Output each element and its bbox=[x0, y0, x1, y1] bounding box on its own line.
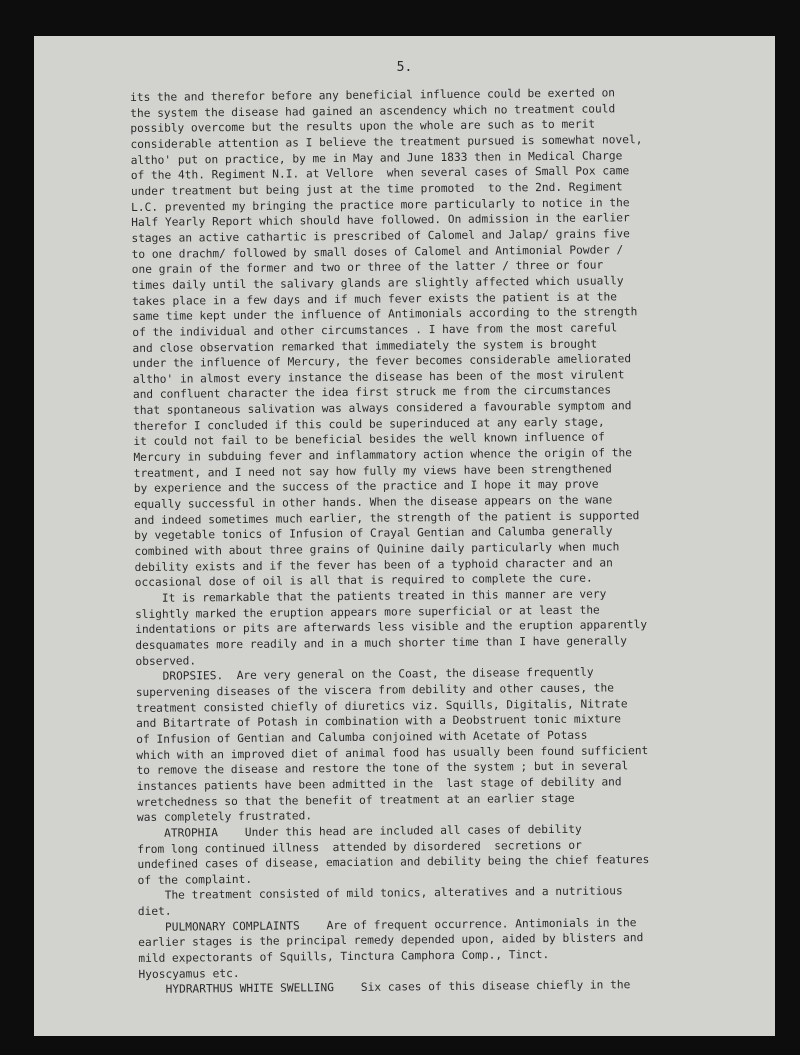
text-line: wretchedness so that the benefit of treatment at an earlier stage bbox=[136, 791, 575, 809]
text-line: of the complaint. bbox=[137, 872, 253, 887]
text-line: supervening diseases of the viscera from debility and other causes, the bbox=[135, 681, 615, 699]
text-line: to remove the disease and restore the tone of the system ; but in several bbox=[136, 759, 629, 778]
text-line: PULMONARY COMPLAINTS Are of frequent occurrence. Antimonials in the bbox=[137, 915, 637, 934]
text-line: possibly overcome but the results upon the whole are such as to merit bbox=[130, 117, 596, 136]
text-line: to one drachm/ followed by small doses of Calomel and Antimonial Powder / bbox=[131, 242, 624, 261]
text-line: equally successful in other hands. When the disease appears on the wane bbox=[133, 493, 613, 512]
text-line: indentations or pits are afterwards less visible and the eruption apparently bbox=[135, 618, 648, 637]
text-line: under the influence of Mercury, the fever becomes considerable ameliorated bbox=[132, 352, 632, 371]
text-line: Half Yearly Report which should have followed. On admission in the earlier bbox=[131, 211, 630, 230]
text-line: undefined cases of disease, emaciation and debility being the chief features bbox=[137, 853, 650, 872]
text-line: times daily until the salivary glands are slightly affected which usually bbox=[131, 274, 624, 292]
text-line: therefor I concluded if this could be superinduced at any early stage, bbox=[133, 415, 605, 433]
text-line: treatment, and I need not say how fully my views have been strengthened bbox=[133, 462, 612, 480]
text-line: and indeed sometimes much earlier, the strength of the patient is supported bbox=[134, 508, 640, 527]
text-line: of Infusion of Gentian and Calumba conjoined with Acetate of Potass bbox=[136, 728, 588, 746]
text-line: L.C. prevented my bringing the practice more particularly to notice in the bbox=[131, 195, 630, 214]
text-line: was completely frustrated. bbox=[136, 809, 313, 825]
text-line: stages an active cathartic is prescribed of Calomel and Jalap/ grains five bbox=[131, 227, 630, 245]
text-line: it could not fail to be beneficial besides the well known influence of bbox=[133, 430, 605, 449]
text-line: DROPSIES. Are very general on the Coast, the disease frequently bbox=[135, 665, 594, 684]
text-line: and Bitartrate of Potash in combination with a Deobstruent tonic mixture bbox=[136, 712, 622, 731]
text-line: under treatment but being just at the time promoted to the 2nd. Regiment bbox=[130, 180, 623, 198]
text-line: mild expectorants of Squills, Tinctura Camphora Comp., Tinct. bbox=[138, 948, 550, 966]
text-line: same time kept under the influence of Antimonials according to the strength bbox=[132, 305, 638, 324]
text-line: diet. bbox=[137, 904, 172, 919]
text-line: Mercury in subduing fever and inflammatory action whence the origin of the bbox=[133, 446, 633, 465]
text-line: that spontaneous salivation was always considered a favourable symptom and bbox=[133, 399, 632, 418]
text-line: It is remarkable that the patients treated in this manner are very bbox=[134, 587, 607, 605]
text-line: and close observation remarked that immediately the system is brought bbox=[132, 337, 598, 355]
text-line: by vegetable tonics of Infusion of Crayal Gentian and Calumba generally bbox=[134, 524, 613, 543]
text-line: its the and therefor before any beneficial influence could be exerted on bbox=[130, 86, 616, 104]
text-line: ATROPHIA Under this head are included all cases of debility bbox=[137, 822, 582, 840]
text-line: takes place in a few days and if much fever exists the patient is at the bbox=[131, 289, 618, 308]
typed-text-body bbox=[130, 85, 699, 998]
text-line: combined with about three grains of Quinine daily particularly when much bbox=[134, 540, 620, 559]
text-line: observed. bbox=[135, 654, 197, 668]
text-line: HYDRARTHUS WHITE SWELLING Six cases of this disease chiefly in the bbox=[138, 978, 631, 997]
text-line: from long continued illness attended by disordered secretions or bbox=[137, 838, 582, 856]
text-line: one grain of the former and two or three of the latter / three or four bbox=[131, 258, 604, 277]
page-number: 5. bbox=[396, 60, 413, 75]
text-line: of the 4th. Regiment N.I. at Vellore when several cases of Small Pox came bbox=[130, 164, 630, 183]
text-line: occasional dose of oil is all that is required to complete the cure. bbox=[134, 571, 593, 590]
text-line: instances patients have been admitted in the last stage of debility and bbox=[136, 775, 622, 793]
text-line: treatment consisted chiefly of diuretics viz. Squills, Digitalis, Nitrate bbox=[135, 696, 628, 715]
text-line: by experience and the success of the practice and I hope it may prove bbox=[133, 477, 599, 496]
text-line: and confluent character the idea first struck me from the circumstances bbox=[132, 383, 612, 402]
text-line: earlier stages is the principal remedy depended upon, aided by blisters and bbox=[138, 931, 644, 950]
text-line: The treatment consisted of mild tonics, alteratives and a nutritious bbox=[137, 884, 623, 903]
text-line: considerable attention as I believe the treatment pursued is somewhat novel, bbox=[130, 133, 643, 151]
text-line: which with an improved diet of animal food has usually been found sufficient bbox=[136, 743, 649, 762]
text-line: desquamates more readily and in a much shorter time than I have generally bbox=[135, 634, 628, 652]
document-page bbox=[34, 36, 775, 1036]
text-line: the system the disease had gained an ascendency which no treatment could bbox=[130, 102, 616, 120]
text-line: slightly marked the eruption appears more superficial or at least the bbox=[134, 603, 600, 621]
text-line: altho' put on practice, by me in May and June 1833 then in Medical Charge bbox=[130, 148, 623, 167]
text-line: altho' in almost every instance the disease has been of the most virulent bbox=[132, 368, 625, 386]
text-line: debility exists and if the fever has been of a typhoid character and an bbox=[134, 556, 613, 574]
text-line: Hyoscyamus etc. bbox=[138, 966, 240, 981]
text-line: of the individual and other circumstances . I have from the most careful bbox=[132, 321, 618, 339]
